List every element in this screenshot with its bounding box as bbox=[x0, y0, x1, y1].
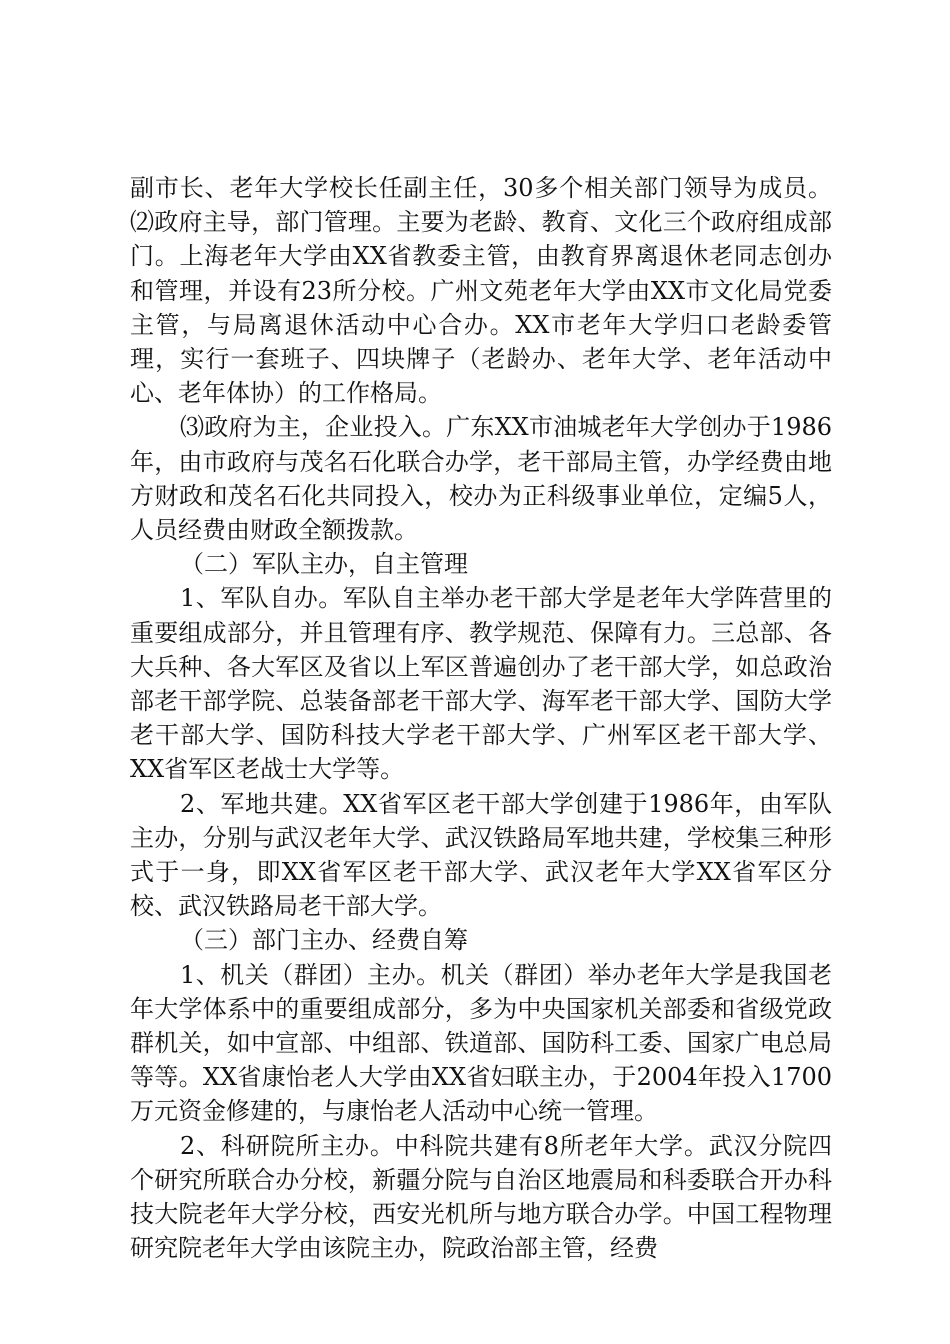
paragraph-continuation: 副市长、老年大学校长任副主任，30多个相关部门领导为成员。⑵政府主导，部门管理。主要为老龄、教育、文化三个政府组成部门。上海老年大学由XX省教委主管，由教育界离退休老同志创办和管理，并设有23所分校。广州文苑老年大学由XX市文化局党委主管，与局离退休活动中心合办。XX市老年大学归口老龄委管理，实行一套班子、四块牌子（老龄办、老年大学、老年活动中心、老年体协）的工作格局。 bbox=[130, 174, 832, 408]
paragraph-agency-run: 1、机关（群团）主办。机关（群团）举办老年大学是我国老年大学体系中的重要组成部分，多为中央国家机关部委和省级党政群机关，如中宣部、中组部、铁道部、国防科工委、国家广电总局等等。XX省康怡老人大学由XX省妇联主办，于2004年投入1700万元资金修建的，与康怡老人活动中心统一管理。 bbox=[130, 960, 832, 1126]
paragraph-military-self-run: 1、军队自办。军队自主举办老干部大学是老年大学阵营里的重要组成部分，并且管理有序、教学规范、保障有力。三总部、各大兵种、各大军区及省以上军区普遍创办了老干部大学，如总政治部老干部学院、总装备部老干部大学、海军老干部大学、国防大学老干部大学、国防科技大学老干部大学、广州军区老干部大学、XX省军区老战士大学等。 bbox=[130, 584, 832, 784]
paragraph-military-civil-joint: 2、军地共建。XX省军区老干部大学创建于1986年，由军队主办，分别与武汉老年大学、武汉铁路局军地共建，学校集三种形式于一身，即XX省军区老干部大学、武汉老年大学XX省军区分校、武汉铁路局老干部大学。 bbox=[130, 789, 832, 921]
paragraph-research-institute-run: 2、科研院所主办。中科院共建有8所老年大学。武汉分院四个研究所联合办分校，新疆分院与自治区地震局和科委联合开办科技大院老年大学分校，西安光机所与地方联合办学。中国工程物理研究院老年大学由该院主办，院政治部主管，经费 bbox=[130, 1131, 832, 1263]
section-heading-department: （三）部门主办、经费自筹 bbox=[180, 926, 468, 955]
document-body bbox=[130, 171, 832, 1266]
paragraph-government-enterprise: ⑶政府为主，企业投入。广东XX市油城老年大学创办于1986年，由市政府与茂名石化联合办学，老干部局主管，办学经费由地方财政和茂名石化共同投入，校办为正科级事业单位，定编5人，人员经费由财政全额拨款。 bbox=[130, 413, 832, 545]
section-heading-military: （二）军队主办，自主管理 bbox=[180, 550, 468, 579]
